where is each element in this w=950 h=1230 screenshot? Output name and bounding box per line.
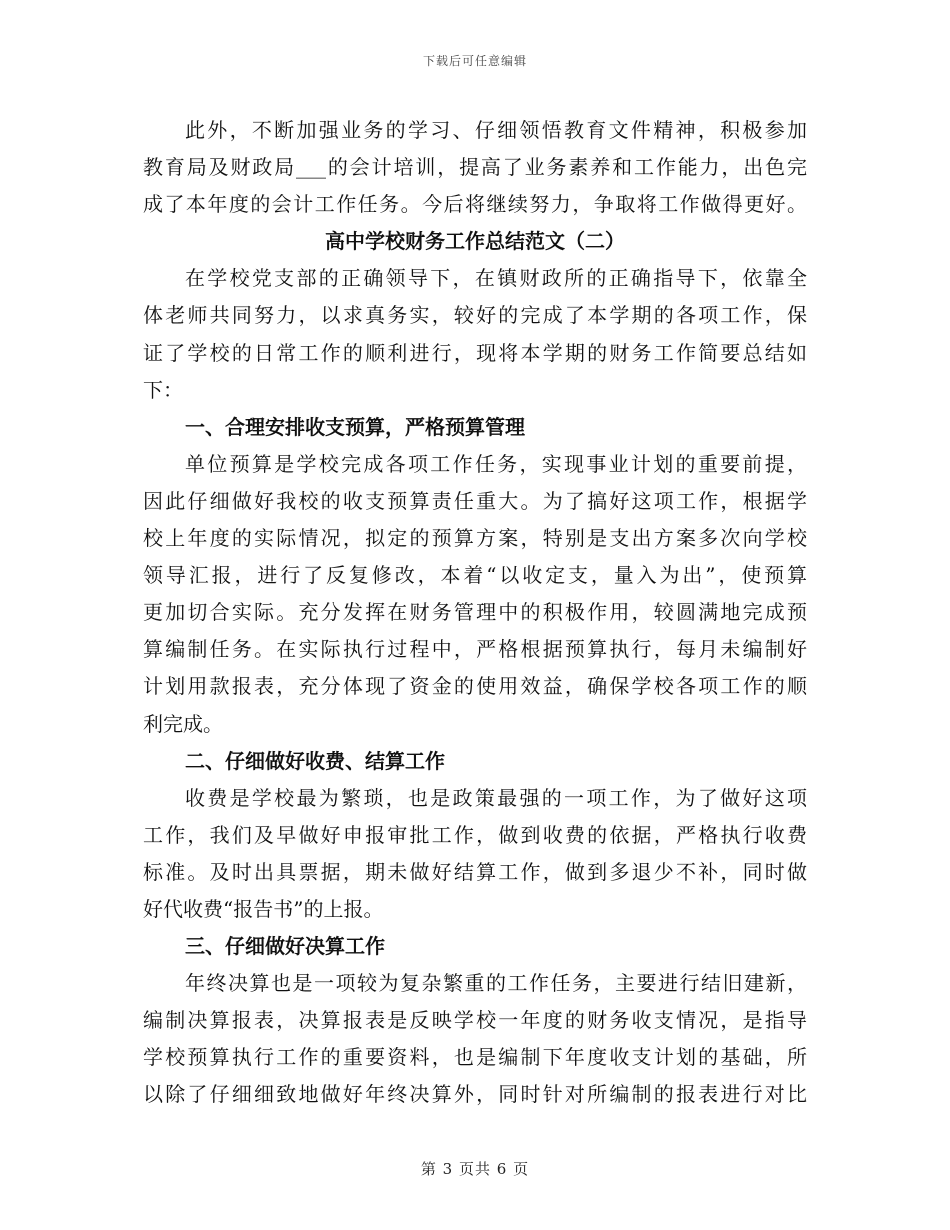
text-line: 在学校党支部的正确领导下，在镇财政所的正确指导下，依靠全 bbox=[185, 266, 807, 291]
text-line: 工作，我们及早做好申报审批工作，做到收费的依据，严格执行收费 bbox=[143, 822, 807, 847]
text-line: 校上年度的实际情况，拟定的预算方案，特别是支出方案多次向学校 bbox=[143, 526, 807, 551]
text-line: 教育局及财政局___的会计培训，提高了业务素养和工作能力，出色完 bbox=[143, 155, 807, 180]
text-line: 以除了仔细细致地做好年终决算外，同时针对所编制的报表进行对比 bbox=[143, 1082, 807, 1107]
text-line: 收费是学校最为繁琐，也是政策最强的一项工作，为了做好这项 bbox=[185, 785, 807, 810]
subheading: 二、仔细做好收费、结算工作 bbox=[185, 748, 445, 773]
text-line: 领导汇报，进行了反复修改，本着“以收定支，量入为出”，使预算 bbox=[143, 563, 807, 588]
subheading: 三、仔细做好决算工作 bbox=[185, 934, 385, 959]
text-line: 好代收费“报告书”的上报。 bbox=[143, 896, 384, 921]
text-line: 单位预算是学校完成各项工作任务，实现事业计划的重要前提， bbox=[185, 451, 807, 476]
text-line: 计划用款报表，充分体现了资金的使用效益，确保学校各项工作的顺 bbox=[143, 674, 807, 699]
page-footer: 第 3 页共 6 页 bbox=[420, 1160, 530, 1178]
text-line: 更加切合实际。充分发挥在财务管理中的积极作用，较圆满地完成预 bbox=[143, 600, 807, 625]
text-line: 年终决算也是一项较为复杂繁重的工作任务，主要进行结旧建新， bbox=[185, 971, 807, 996]
text-line: 算编制任务。在实际执行过程中，严格根据预算执行，每月未编制好 bbox=[143, 637, 807, 662]
body-text bbox=[143, 112, 807, 1114]
text-line: 证了学校的日常工作的顺利进行，现将本学期的财务工作简要总结如 bbox=[143, 340, 807, 365]
text-line: 因此仔细做好我校的收支预算责任重大。为了搞好这项工作，根据学 bbox=[143, 488, 807, 513]
text-line: 标准。及时出具票据，期未做好结算工作，做到多退少不补，同时做 bbox=[143, 859, 807, 884]
text-line: 利完成。 bbox=[143, 711, 223, 736]
text-line: 编制决算报表，决算报表是反映学校一年度的财务收支情况，是指导 bbox=[143, 1008, 807, 1033]
text-line: 成了本年度的会计工作任务。今后将继续努力，争取将工作做得更好。 bbox=[143, 192, 807, 217]
text-line: 学校预算执行工作的重要资料，也是编制下年度收支计划的基础，所 bbox=[143, 1045, 807, 1070]
text-line: 下： bbox=[143, 377, 183, 402]
text-line: 此外，不断加强业务的学习、仔细领悟教育文件精神，积极参加 bbox=[185, 118, 807, 142]
page-header: 下载后可任意编辑 bbox=[422, 54, 527, 68]
section-title: 高中学校财务工作总结范文（二） bbox=[325, 229, 625, 254]
subheading: 一、合理安排收支预算，严格预算管理 bbox=[185, 414, 525, 439]
text-line: 体老师共同努力，以求真务实，较好的完成了本学期的各项工作，保 bbox=[143, 303, 807, 328]
